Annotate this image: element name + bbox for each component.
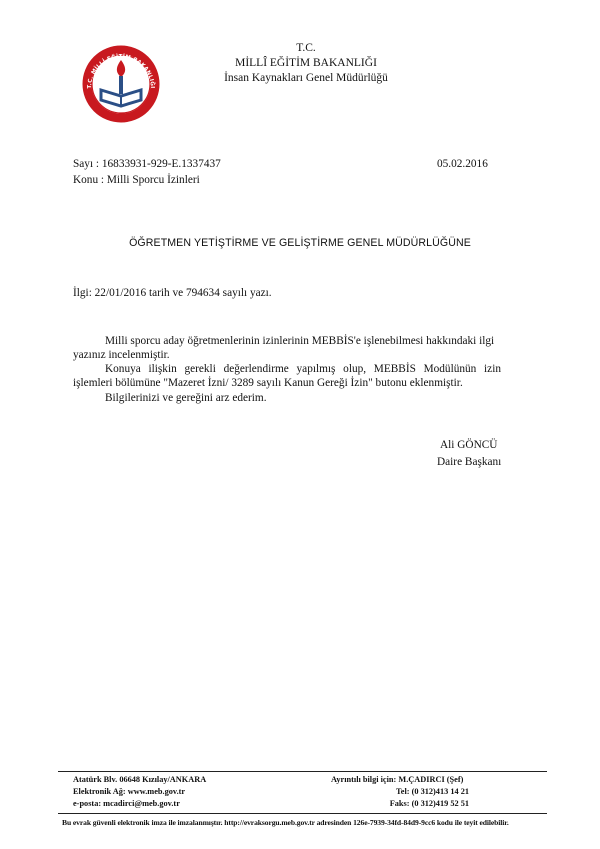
ministry-emblem-icon	[79, 40, 163, 124]
header-country: T.C.	[296, 42, 316, 54]
document-subject: Konu : Milli Sporcu İzinleri	[73, 174, 200, 186]
footer-email: e-posta: mcadirci@meb.gov.tr	[73, 799, 180, 808]
verification-note: Bu evrak güvenli elektronik imza ile imzalanmıştır. http://evraksorgu.meb.gov.tr adresinden 126e-7939-34fd-84d9-9cc6 kodu ile teyit edilebilir.	[62, 818, 509, 827]
footer-tel: Tel: (0 312)413 14 21	[396, 787, 469, 796]
footer-rule-bottom	[58, 813, 547, 814]
footer-address: Atatürk Blv. 06648 Kızılay/ANKARA	[73, 775, 207, 784]
paragraph-2-line-1: Konuya ilişkin gerekli değerlendirme yapılmış olup, MEBBİS Modülünün izin	[105, 363, 501, 375]
footer-fax: Faks: (0 312)419 52 51	[389, 799, 469, 808]
recipient-heading: ÖĞRETMEN YETİŞTİRME VE GELİŞTİRME GENEL MÜDÜRLÜĞÜNE	[129, 237, 471, 249]
paragraph-3: Bilgilerinizi ve gereğini arz ederim.	[105, 392, 267, 404]
paragraph-2-line-2: işlemleri bölümüne "Mazeret İzni/ 3289 sayılı Kanun Gereği İzin" butonu eklenmiştir.	[73, 377, 463, 389]
reference-line: İlgi: 22/01/2016 tarih ve 794634 sayılı yazı.	[73, 287, 272, 299]
logo-ring-text: T.C. MİLLİ EĞİTİM BAKANLIĞI	[86, 53, 156, 89]
document-date: 05.02.2016	[437, 158, 488, 170]
paragraph-1-line-2: yazınız incelenmiştir.	[73, 349, 170, 361]
ministry-logo	[79, 40, 163, 124]
footer-rule-top	[58, 771, 547, 772]
paragraph-1-line-1: Milli sporcu aday öğretmenlerinin izinlerinin MEBBİS'e işlenebilmesi hakkındaki ilgi	[105, 335, 495, 347]
signer-name: Ali GÖNCÜ	[440, 439, 498, 451]
signer-title: Daire Başkanı	[437, 456, 502, 468]
footer-contact: Ayrıntılı bilgi için: M.ÇADIRCI (Şef)	[331, 775, 464, 784]
document-number: Sayı : 16833931-929-E.1337437	[73, 158, 221, 170]
footer-web: Elektronik Ağ: www.meb.gov.tr	[73, 787, 186, 796]
header-department: İnsan Kaynakları Genel Müdürlüğü	[224, 72, 388, 84]
header-ministry: MİLLÎ EĞİTİM BAKANLIĞI	[235, 57, 377, 69]
